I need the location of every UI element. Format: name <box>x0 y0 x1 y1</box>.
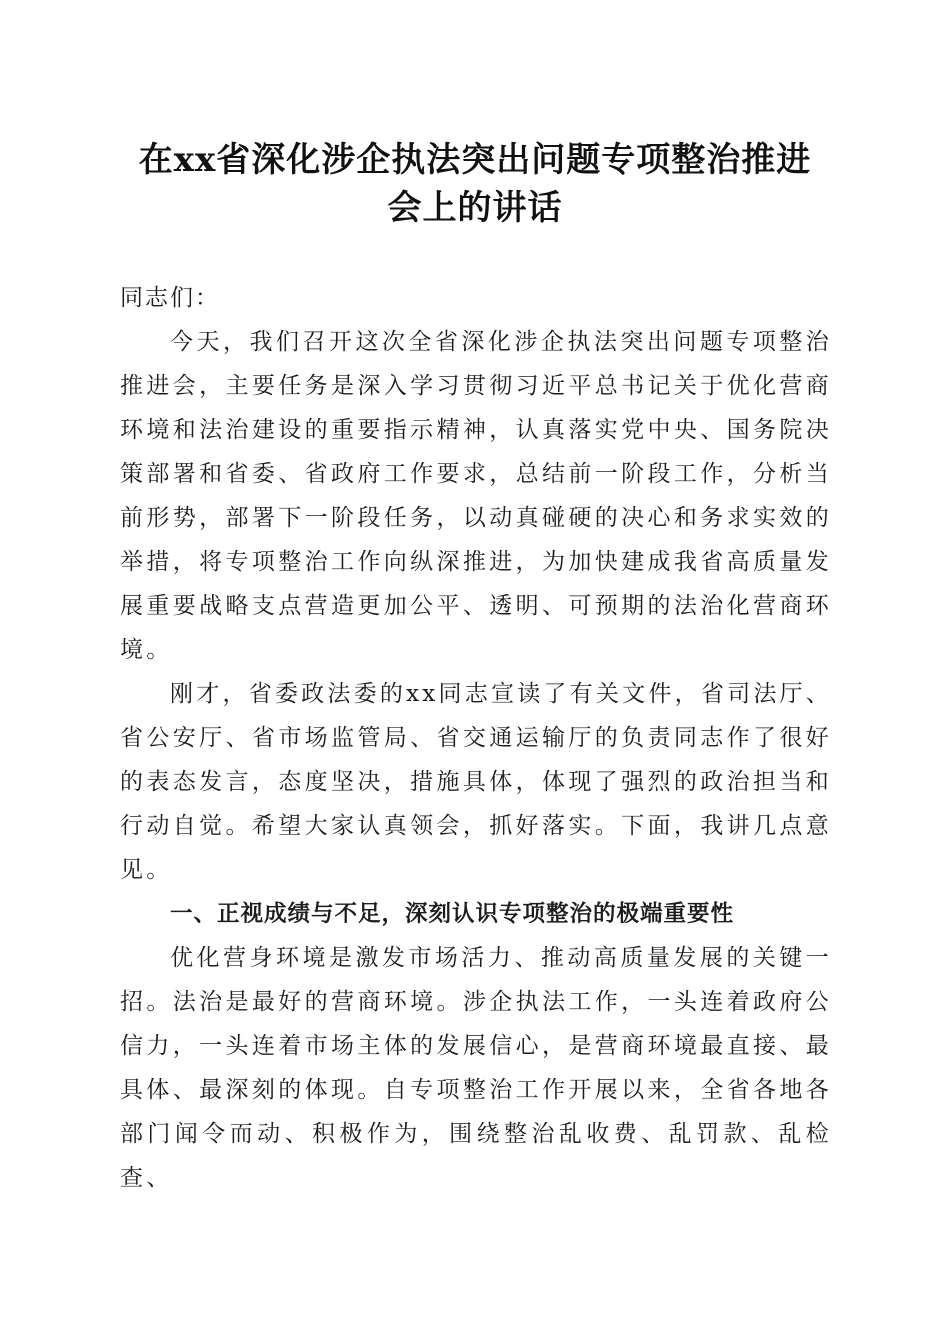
paragraph: 今天，我们召开这次全省深化涉企执法突出问题专项整治推进会，主要任务是深入学习贯彻习近平总书记关于优化营商环境和法治建设的重要指示精神，认真落实党中央、国务院决策部署和省委、省政府工作要求，总结前一阶段工作，分析当前形势，部署下一阶段任务，以动真碰硬的决心和务求实效的举措，将专项整治工作向纵深推进，为加快建成我省高质量发展重要战略支点营造更加公平、透明、可预期的法治化营商环境。 <box>120 329 832 663</box>
paragraph: 刚才，省委政法委的xx同志宣读了有关文件，省司法厅、省公安厅、省市场监管局、省交通运输厅的负责同志作了很好的表态发言，态度坚决，措施具体，体现了强烈的政治担当和行动自觉。希望大家认真领会，抓好落实。下面，我讲几点意见。 <box>120 681 832 883</box>
title-line-1: 在xx省深化涉企执法突出问题专项整治推进 <box>138 140 812 180</box>
document-body <box>120 276 832 1200</box>
document-title <box>110 136 840 232</box>
title-line-2: 会上的讲话 <box>387 188 563 228</box>
salutation: 同志们： <box>120 285 220 311</box>
section-heading: 一、正视成绩与不足，深刻认识专项整治的极端重要性 <box>170 901 735 927</box>
paragraph: 优化营身环境是激发市场活力、推动高质量发展的关键一招。法治是最好的营商环境。涉企执法工作，一头连着政府公信力，一头连着市场主体的发展信心，是营商环境最直接、最具体、最深刻的体现。自专项整治工作开展以来，全省各地各部门闻令而动、积极作为，围绕整治乱收费、乱罚款、乱检查、 <box>120 945 832 1191</box>
